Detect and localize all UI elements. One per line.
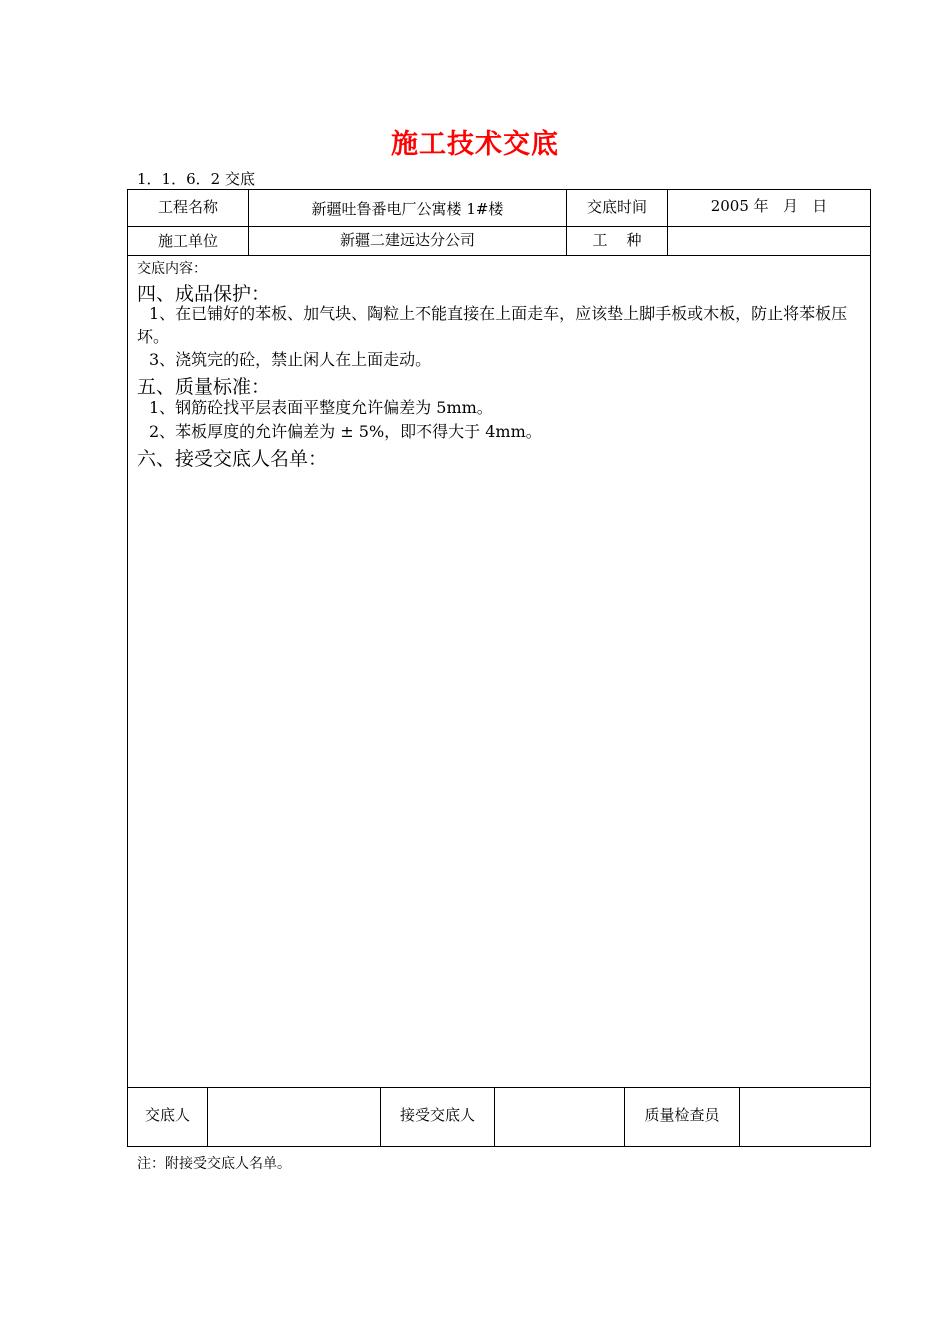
construction-unit-label: 施工单位 [157, 232, 218, 250]
document-title: 施工技术交底 [391, 129, 559, 160]
handover-time-value[interactable]: 2005 年 月 日 [710, 197, 828, 215]
trade-label: 工 种 [592, 231, 642, 249]
section5-heading: 五、质量标准： [137, 376, 271, 398]
footnote: 注：附接受交底人名单。 [137, 1156, 291, 1172]
receiver-label: 接受交底人 [399, 1106, 475, 1124]
handover-time-label: 交底时间 [586, 198, 647, 216]
project-name-value[interactable]: 新疆吐鲁番电厂公寓楼 1#楼 [311, 200, 504, 218]
section5-item-1: 1、钢筋砼找平层表面平整度允许偏差为 5mm。 [149, 398, 493, 417]
section6-heading: 六、接受交底人名单： [137, 448, 328, 470]
row2-bottom-rule [127, 255, 871, 256]
inspector-label: 质量检查员 [644, 1106, 720, 1124]
sign-col-rule-5 [739, 1087, 740, 1147]
sign-col-rule-3 [494, 1087, 495, 1147]
section-number: 1．1．6．2 交底 [137, 170, 255, 188]
project-name-label: 工程名称 [157, 198, 218, 216]
section4-item-2: 3、浇筑完的砼，禁止闲人在上面走动。 [149, 350, 432, 369]
row1-bottom-rule [127, 226, 871, 227]
section4-heading: 四、成品保护： [137, 283, 271, 305]
presenter-label: 交底人 [144, 1106, 190, 1124]
construction-unit-value[interactable]: 新疆二建远达分公司 [339, 231, 475, 249]
sign-col-rule-1 [207, 1087, 208, 1147]
section4-item-1: 1、在已铺好的苯板、加气块、陶粒上不能直接在上面走车，应该垫上脚手板或木板，防止将苯板压坏。 [137, 304, 848, 346]
content-bottom-rule [127, 1087, 871, 1088]
section5-item-2: 2、苯板厚度的允许偏差为 ± 5%，即不得大于 4mm。 [149, 422, 542, 441]
content-label: 交底内容： [137, 261, 207, 277]
